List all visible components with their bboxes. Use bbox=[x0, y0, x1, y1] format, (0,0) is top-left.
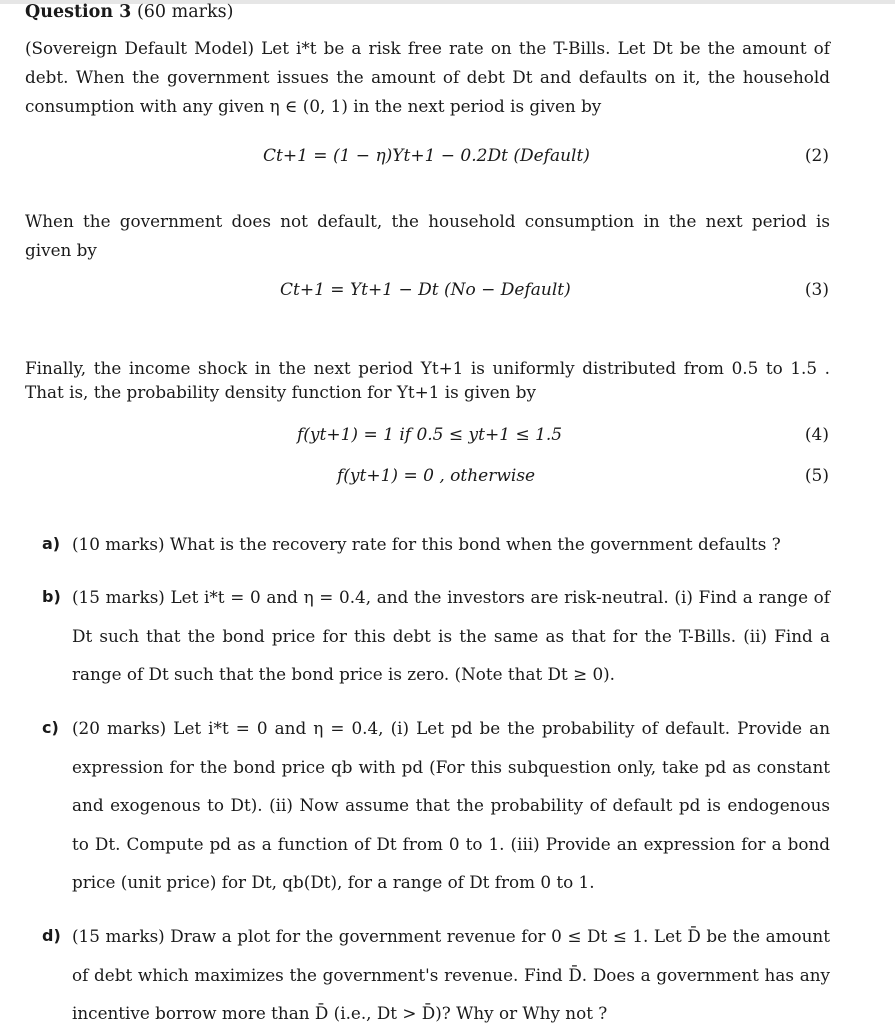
question-part-b bbox=[42, 578, 830, 694]
part-label: a) bbox=[42, 534, 61, 553]
intro-paragraph-2: When the government does not default, the household consumption in the next period is given by bbox=[25, 211, 830, 260]
part-text: (20 marks) Let i*t = 0 and η = 0.4, (i) Let pd be the probability of default. Provide an expression for the bond price qb with pd (For this subquestion only, take pd as constant and exogenous to Dt). (ii) Now assume that the probability of default pd is endogenous to Dt. Compute pd as a function of Dt from 0 to 1. (iii) Provide an expression for a bond price (unit price) for Dt, qb(Dt), for a range of Dt from 0 to 1. bbox=[72, 718, 830, 893]
part-text: (15 marks) Draw a plot for the government revenue for 0 ≤ Dt ≤ 1. Let D̄ be the amount of debt which maximizes the government's revenue. Find D̄. Does a government has any incentive borrow more than D̄ (i.e., Dt > D̄)? Why or Why not ? bbox=[72, 926, 830, 1024]
equation-number: (3) bbox=[804, 280, 829, 300]
part-text: (10 marks) What is the recovery rate for this bond when the government defaults ? bbox=[72, 534, 781, 554]
equation-number: (5) bbox=[804, 466, 829, 486]
question-part-a bbox=[42, 525, 830, 564]
part-label: d) bbox=[42, 926, 61, 945]
equation-no-default: Ct+1 = Yt+1 − Dt (No − Default) bbox=[280, 280, 571, 300]
question-part-c bbox=[42, 709, 830, 902]
intro-paragraph-1: (Sovereign Default Model) Let i*t be a risk free rate on the T-Bills. Let Dt be the amount of debt. When the government issues the amount of debt Dt and defaults on it, the household consumption with any given η ∈ (0, 1) in the next period is given by bbox=[25, 38, 830, 116]
part-label: b) bbox=[42, 587, 61, 606]
question-heading bbox=[25, 2, 233, 22]
question-part-d bbox=[42, 917, 830, 1033]
question-marks: (60 marks) bbox=[136, 2, 234, 22]
question-title: Question 3 bbox=[25, 2, 132, 22]
equation-pdf: f(yt+1) = 1 if 0.5 ≤ yt+1 ≤ 1.5 bbox=[297, 425, 563, 445]
part-label: c) bbox=[42, 718, 59, 737]
equation-default: Ct+1 = (1 − η)Yt+1 − 0.2Dt (Default) bbox=[263, 146, 590, 166]
equation-number: (4) bbox=[804, 425, 829, 445]
equation-pdf-otherwise: f(yt+1) = 0 , otherwise bbox=[337, 466, 536, 486]
equation-number: (2) bbox=[804, 146, 829, 166]
part-text: (15 marks) Let i*t = 0 and η = 0.4, and the investors are risk-neutral. (i) Find a range of Dt such that the bond price for this debt is the same as that for the T-Bills. (ii) Find a range of Dt such that the bond price is zero. (Note that Dt ≥ 0). bbox=[72, 587, 830, 685]
intro-paragraph-3: Finally, the income shock in the next period Yt+1 is uniformly distributed from 0.5 to 1.5 . That is, the probability density function for Yt+1 is given by bbox=[25, 358, 830, 402]
